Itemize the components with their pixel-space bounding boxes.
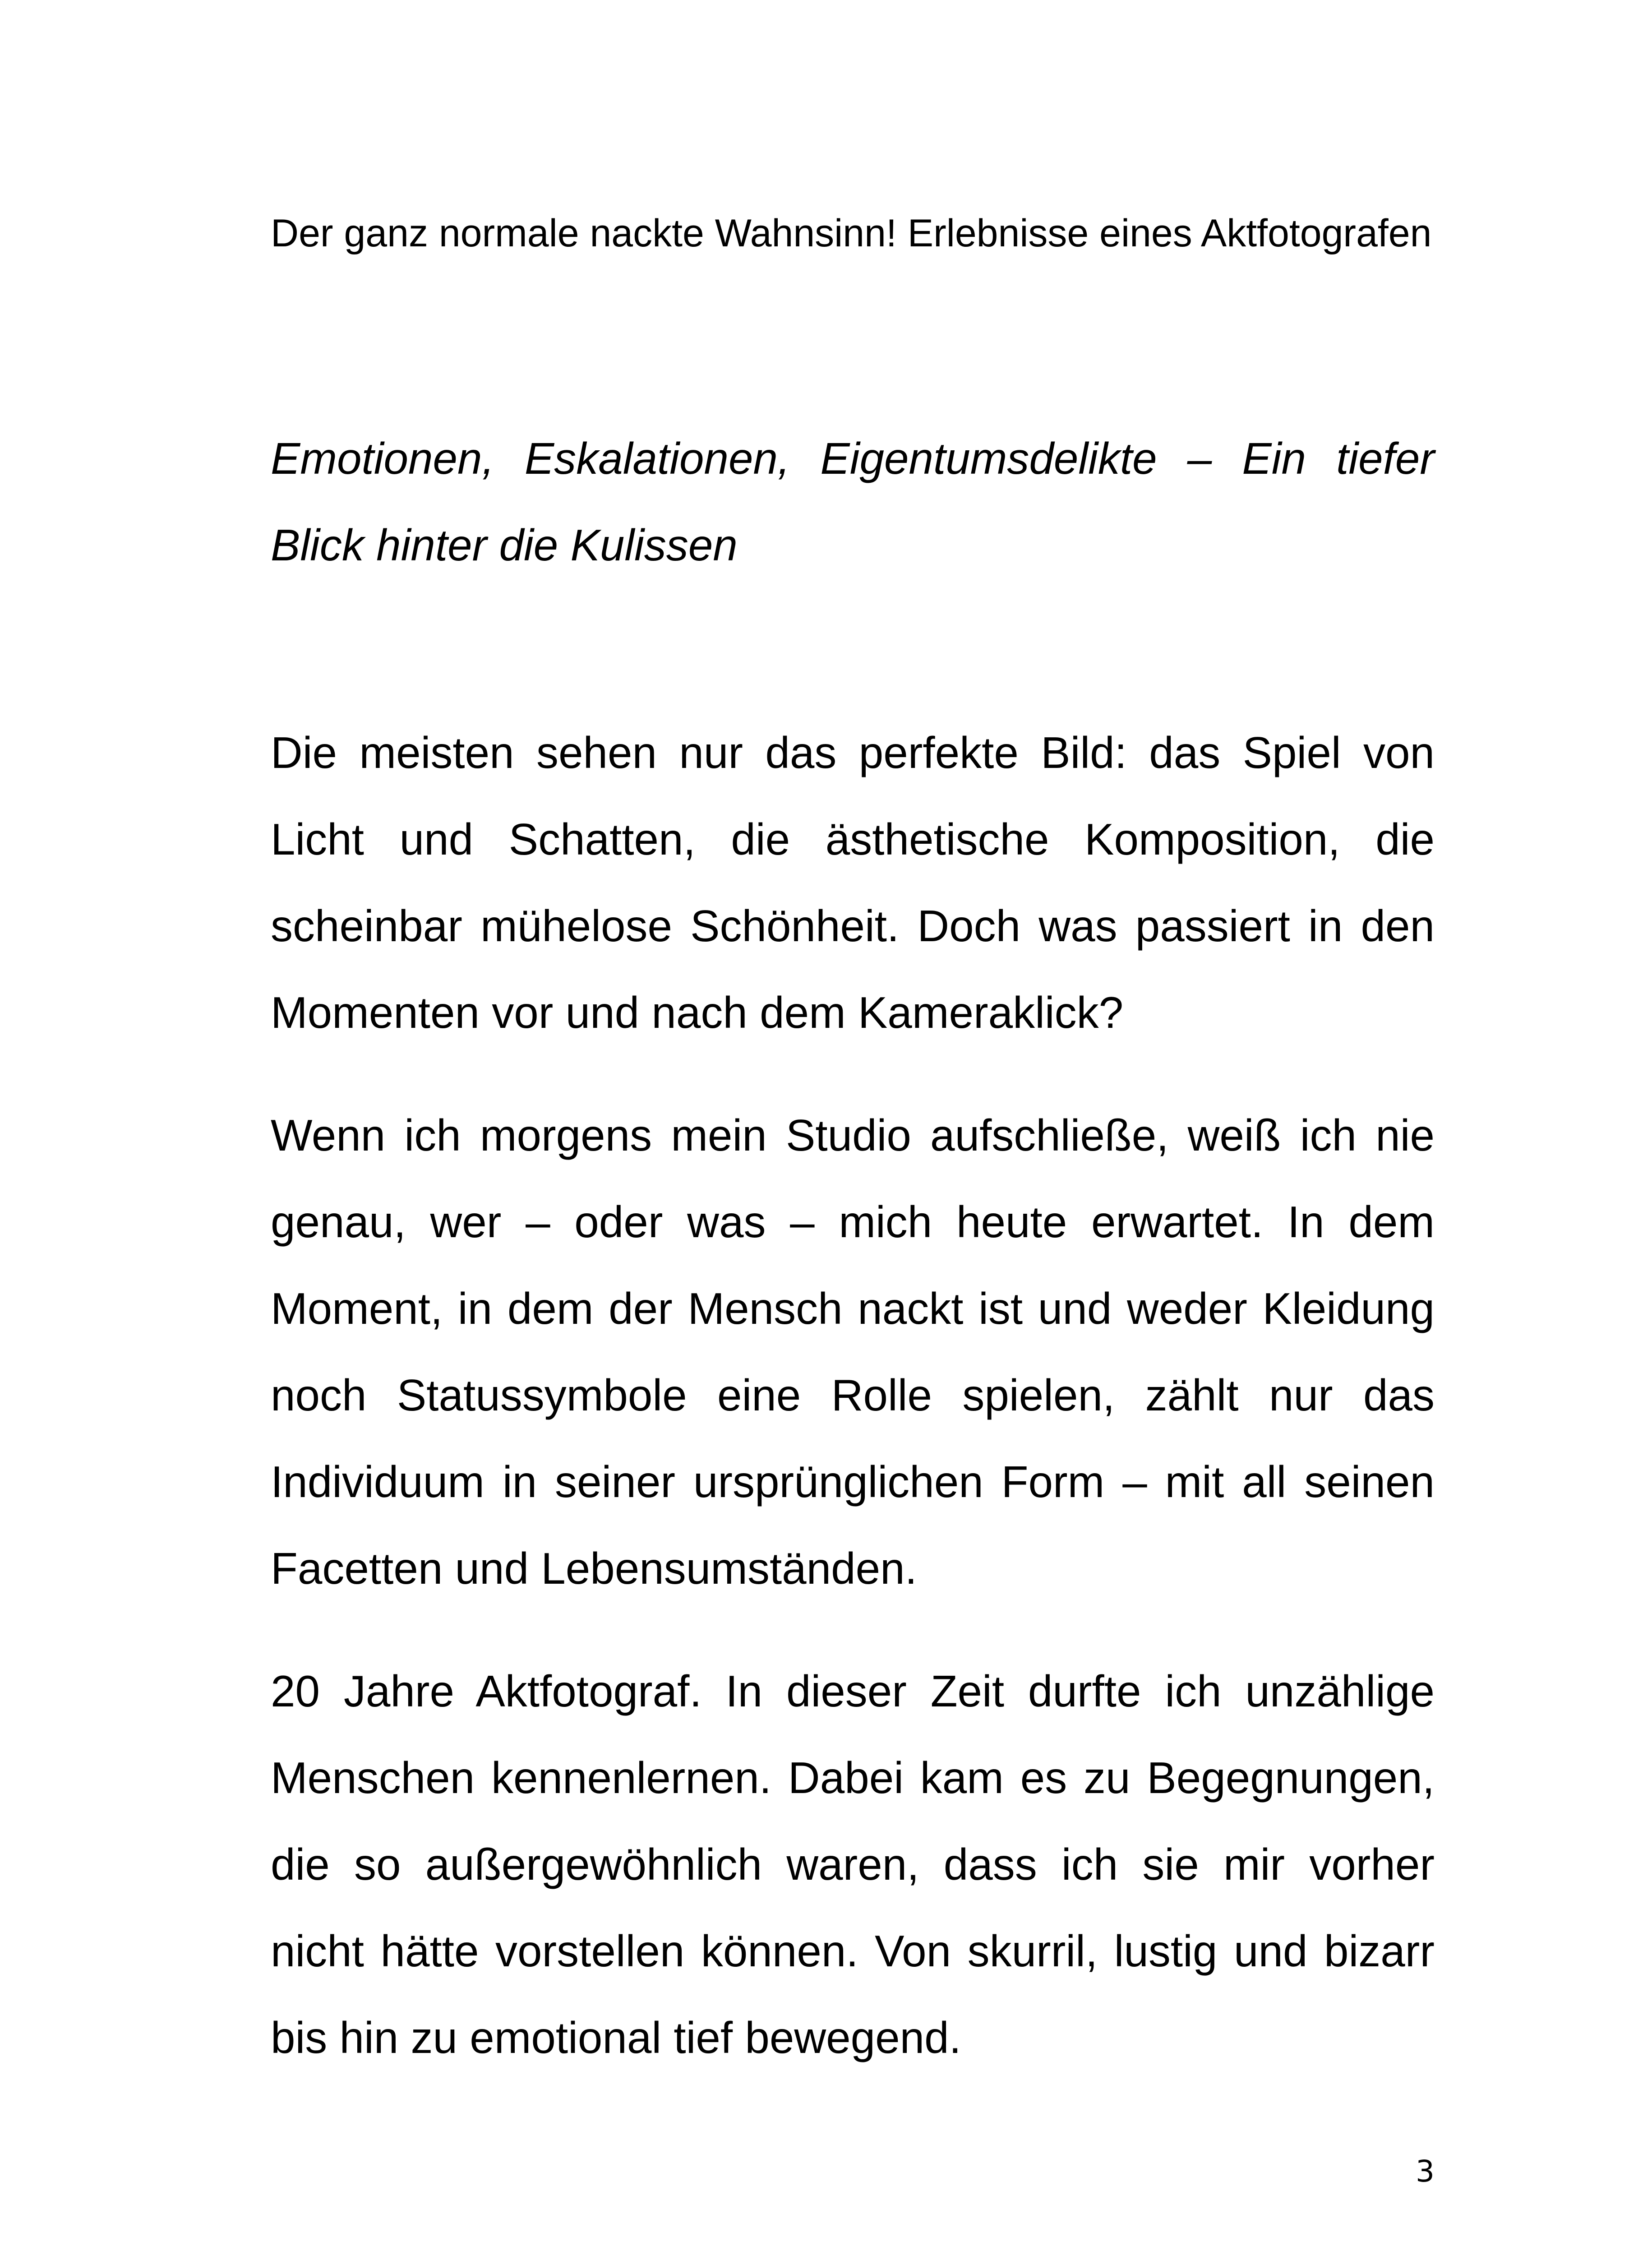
paragraph: 20 Jahre Aktfotograf. In dieser Zeit durfte ich unzählige Menschen kennenlernen. Dabei kam es zu Begegnungen, die so außergewöhnlich waren, dass ich sie mir vorher nicht hätte vorstellen können. Von skurril, lustig und bizarr bis hin zu emotional tief bewegend. bbox=[271, 1666, 1435, 2062]
paragraph: Wenn ich morgens mein Studio aufschließe, weiß ich nie genau, wer – oder was – mich heute erwartet. In dem Moment, in dem der Mensch nackt ist und weder Kleidung noch Statussymbole eine Rolle spielen, zählt nur das Individuum in seiner ursprünglichen Form – mit all seinen Facetten und Lebensumständen. bbox=[271, 1110, 1435, 1593]
paragraph: Die meisten sehen nur das perfekte Bild: das Spiel von Licht und Schatten, die ästhetische Komposition, die scheinbar mühelose Schönheit. Doch was passiert in den Momenten vor und nach dem Kameraklick? bbox=[271, 728, 1435, 1037]
document-title: Der ganz normale nackte Wahnsinn! Erlebnisse eines Aktfotografen bbox=[271, 212, 1432, 255]
page-number: 3 bbox=[1416, 2154, 1435, 2189]
document-subtitle: Emotionen, Eskalationen, Eigentumsdelikte – Ein tiefer Blick hinter die Kulissen bbox=[271, 434, 1435, 570]
